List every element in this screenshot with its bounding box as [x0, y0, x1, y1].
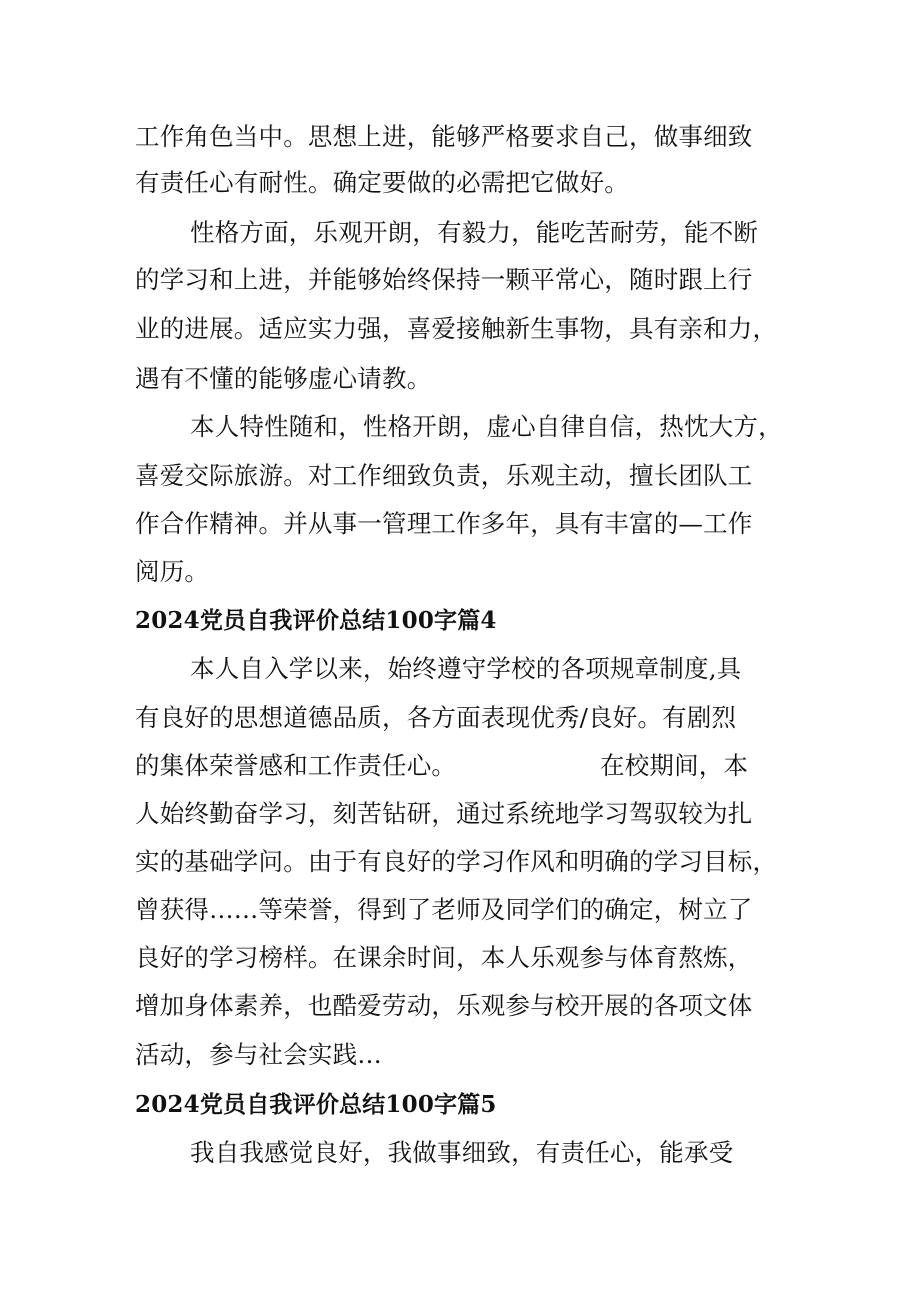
paragraph-line: 本人特性随和，性格开朗，虚心自律自信，热忱大方，: [190, 412, 783, 441]
paragraph-line: 曾获得……等荣誉，得到了老师及同学们的确定，树立了: [135, 895, 753, 924]
paragraph-line: 有责任心有耐性。确定要做的必需把它做好。: [135, 168, 629, 197]
paragraph-line-fragment: 在校期间，本: [600, 751, 749, 780]
paragraph-line: 的集体荣誉感和工作责任心。: [135, 751, 457, 780]
paragraph-line: 阅历。: [135, 557, 210, 586]
paragraph-line: 喜爱交际旅游。对工作细致负责，乐观主动，擅长团队工: [135, 461, 753, 490]
paragraph-line: 实的基础学问。由于有良好的学习作风和明确的学习目标，: [135, 847, 778, 876]
paragraph-line: 工作角色当中。思想上进，能够严格要求自己，做事细致: [135, 122, 753, 151]
paragraph-line: 增加身体素养，也酷爱劳动，乐观参与校开展的各项文体: [135, 991, 753, 1020]
paragraph-line: 良好的学习榜样。在课余时间，本人乐观参与体育熬炼，: [135, 943, 753, 972]
section-heading: 2024党员自我评价总结100字篇5: [135, 1091, 497, 1118]
paragraph-line: 业的进展。适应实力强，喜爱接触新生事物，具有亲和力，: [135, 314, 778, 343]
paragraph-line: 我自我感觉良好，我做事细致，有责任心，能承受: [190, 1138, 734, 1167]
paragraph-line: 有良好的思想道德品质，各方面表现优秀/良好。有剧烈: [135, 703, 737, 732]
section-heading: 2024党员自我评价总结100字篇4: [135, 607, 497, 634]
paragraph-line: 性格方面，乐观开朗，有毅力，能吃苦耐劳，能不断: [190, 218, 759, 247]
paragraph-line: 的学习和上进，并能够始终保持一颗平常心，随时跟上行: [135, 265, 753, 294]
paragraph-line: 本人自入学以来，始终遵守学校的各项规章制度,具: [190, 654, 742, 683]
paragraph-line: 人始终勤奋学习，刻苦钻研，通过系统地学习驾驭较为扎: [135, 799, 753, 828]
paragraph-line: 遇有不懂的能够虚心请教。: [135, 364, 432, 393]
paragraph-line: 活动，参与社会实践…: [135, 1040, 382, 1069]
paragraph-line: 作合作精神。并从事一管理工作多年，具有丰富的—工作: [135, 509, 753, 538]
